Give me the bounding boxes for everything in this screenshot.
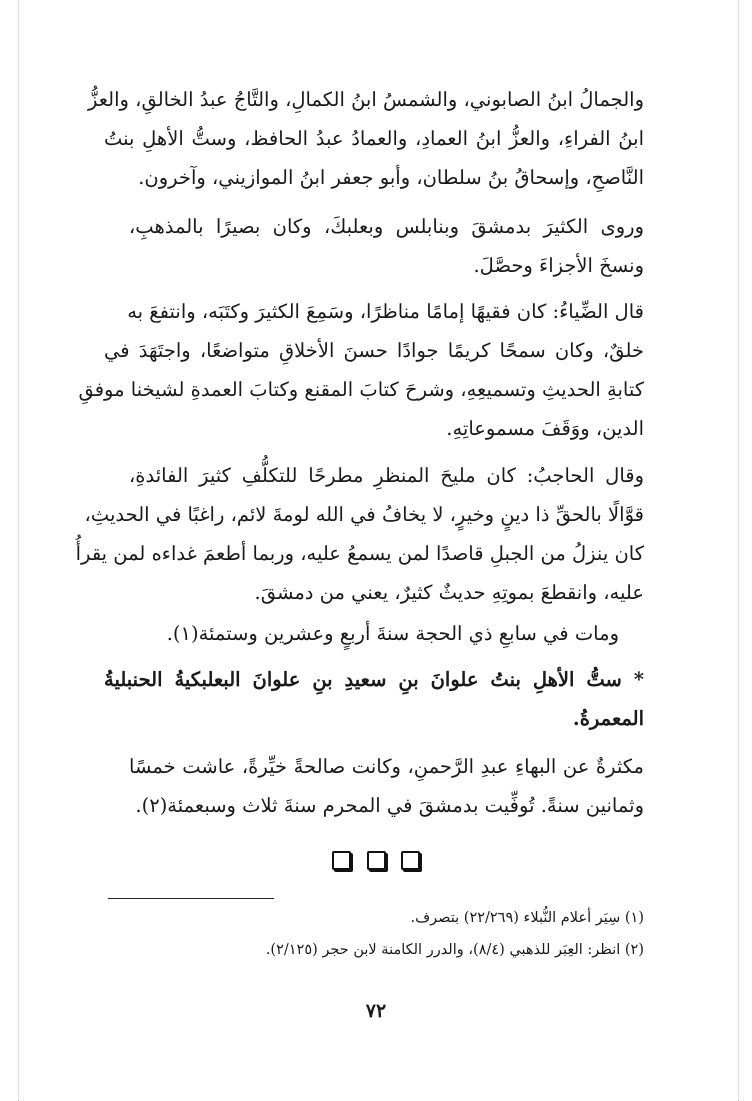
- paragraph-1-line-1: والجمالُ ابنُ الصابوني، والشمسُ ابنُ الكمالِ، والتَّاجُ عبدُ الخالقِ، والعزُّ: [88, 88, 644, 111]
- paragraph-4-line-3: كان ينزلُ من الجبلِ قاصدًا لمن يسمعُ عليه، وربما أطعمَ غداءه لمن يقرأُ: [75, 542, 644, 565]
- paragraph-2-line-1: وروى الكثيرَ بدمشقَ وبنابلس وبعلبكَ، وكان بصيرًا بالمذهبِ،: [129, 215, 644, 238]
- footnote-1: (١) سِيَر أعلام النُّبلاء (٢٢/٢٦٩) بتصرف.: [410, 910, 644, 926]
- paragraph-3-line-3: كتابةِ الحديثِ وتسميعِهِ، وشرحَ كتابَ المقنع وكتابَ العمدةِ لشيخنا موفقِ: [78, 378, 644, 401]
- divider-box-icon: [332, 851, 351, 870]
- paragraph-2-line-2: ونسخَ الأجزاءَ وحصَّلَ.: [473, 254, 644, 277]
- entry-heading-line-2: المعمرةُ.: [572, 707, 644, 730]
- paragraph-4-line-1: وقال الحاجبُ: كان مليحَ المنظرِ مطرحًا للتكلُّفِ كثيرَ الفائدةِ،: [129, 464, 644, 487]
- page-number: ٧٢: [365, 1000, 387, 1022]
- footnote-separator: [108, 898, 274, 899]
- paragraph-6-line-1: مكثرةٌ عن البهاءِ عبدِ الرَّحمنِ، وكانت صالحةً خيِّرةً، عاشت خمسًا: [129, 755, 644, 778]
- paragraph-6-line-2: وثمانين سنةً. تُوفِّيت بدمشقَ في المحرم سنةَ ثلاث وسبعمئة(٢).: [135, 794, 644, 817]
- paragraph-3-line-2: خلقٌ، وكان سمحًا كريمًا جوادًا حسنَ الأخلاقِ متواضعًا، واجتَهَدَ في: [104, 339, 644, 362]
- paragraph-3-line-4: الدين، ووَقَفَ مسموعاتِهِ.: [446, 417, 644, 440]
- scan-edge-left: [18, 0, 19, 1101]
- scan-edge-right: [738, 0, 739, 1101]
- divider-box-icon: [401, 851, 420, 870]
- section-divider: [0, 850, 752, 870]
- entry-heading-line-1: * ستُّ الأهلِ بنتُ علوانَ بنِ سعيدِ بنِ علوانَ البعلبكيةُ الحنبليةُ: [104, 668, 644, 691]
- paragraph-1-line-2: ابنُ الفراءِ، والعزُّ ابنُ العمادِ، والعمادُ عبدُ الحافظ، وستُّ الأهلِ بنتُ: [104, 127, 644, 150]
- paragraph-5-line-1: ومات في سابعِ ذي الحجة سنةَ أربعٍ وعشرين وستمئة(١).: [166, 622, 619, 645]
- paragraph-1-line-3: النَّاصحِ، وإسحاقُ بنُ سلطان، وأبو جعفر ابنُ الموازيني، وآخرون.: [138, 166, 644, 189]
- footnote-2: (٢) انظر: العِبَر للذهبي (٨/٤)، والدرر الكامنة لابن حجر (٢/١٢٥).: [265, 942, 644, 958]
- paragraph-4-line-2: قوَّالًا بالحقِّ ذا دينٍ وخيرٍ، لا يخافُ في الله لومةَ لائم، راغبًا في الحديثِ،: [84, 503, 644, 526]
- paragraph-4-line-4: عليه، وانقطعَ بموتِهِ حديثٌ كثيرٌ، يعني من دمشقَ.: [254, 581, 644, 604]
- divider-box-icon: [367, 851, 386, 870]
- paragraph-3-line-1: قال الضِّياءُ: كان فقيهًا إمامًا مناظرًا، وسَمِعَ الكثيرَ وكتَبَه، وانتفعَ به: [127, 300, 644, 323]
